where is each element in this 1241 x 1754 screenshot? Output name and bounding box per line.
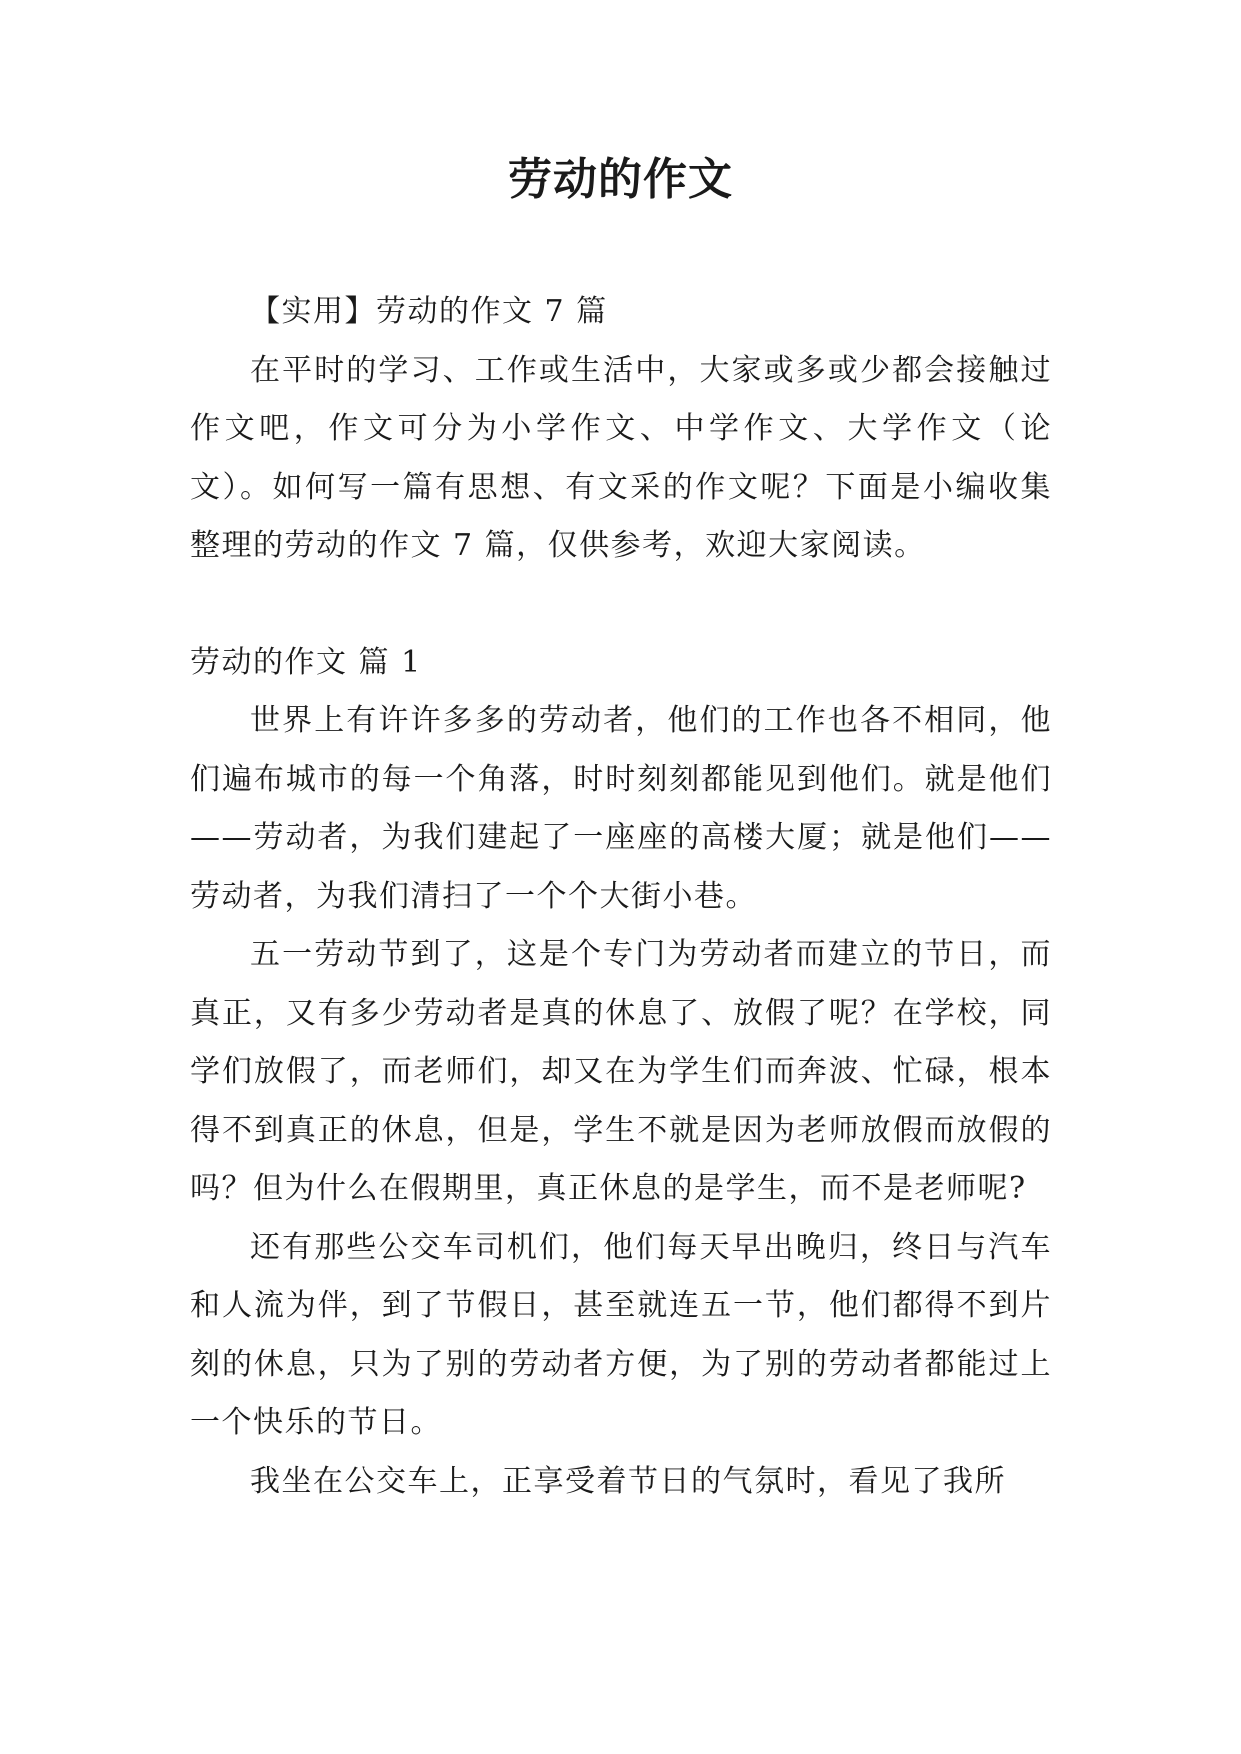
document-body <box>190 283 1052 1511</box>
section-heading: 劳动的作文 篇 1 <box>190 644 422 680</box>
document-subtitle: 【实用】劳动的作文 7 篇 <box>250 294 608 329</box>
intro-paragraph: 在平时的学习、工作或生活中，大家或多或少都会接触过作文吧，作文可分为小学作文、中学作文、大学作文（论文）。如何写一篇有思想、有文采的作文呢？下面是小编收集整理的劳动的作文 7 篇，仅供参考，欢迎大家阅读。 <box>190 352 1052 563</box>
body-paragraph: 五一劳动节到了，这是个专门为劳动者而建立的节日，而真正，又有多少劳动者是真的休息了、放假了呢？在学校，同学们放假了，而老师们，却又在为学生们而奔波、忙碌，根本得不到真正的休息，但是，学生不就是因为老师放假而放假的吗？但为什么在假期里，真正休息的是学生，而不是老师呢? <box>190 937 1052 1206</box>
body-paragraph: 世界上有许许多多的劳动者，他们的工作也各不相同，他们遍布城市的每一个角落，时时刻刻都能见到他们。就是他们——劳动者，为我们建起了一座座的高楼大厦；就是他们——劳动者，为我们清扫了一个个大街小巷。 <box>190 703 1052 914</box>
body-paragraph: 我坐在公交车上，正享受着节日的气氛时，看见了我所 <box>250 1463 1006 1499</box>
document-title: 劳动的作文 <box>508 154 733 205</box>
body-paragraph: 还有那些公交车司机们，他们每天早出晚归，终日与汽车和人流为伴，到了节假日，甚至就连五一节，他们都得不到片刻的休息，只为了别的劳动者方便，为了别的劳动者都能过上一个快乐的节日。 <box>190 1229 1052 1440</box>
